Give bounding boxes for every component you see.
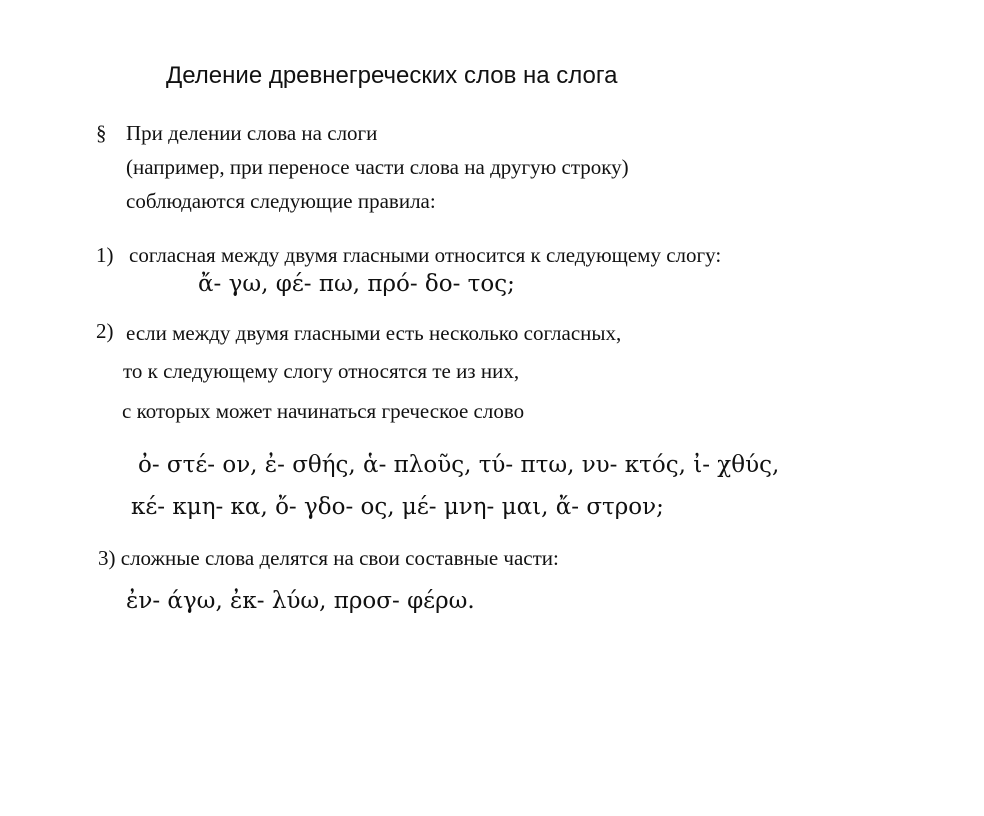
rule-2-examples-1: ὀ- στέ- ον, ἐ- σθής, ἁ- πλοῦς, τύ- πτω, νυ- κτός, ἰ- χθύς,: [138, 452, 780, 478]
page-title: Деление древнегреческих слов на слога: [166, 62, 618, 89]
rule-1-text: согласная между двумя гласными относится к следующему слогу:: [129, 243, 722, 267]
intro-line-3: соблюдаются следующие правила:: [126, 189, 436, 213]
rule-2-examples-2: κέ- κμη- κα, ὄ- γδο- ος, μέ- μνη- μαι, ἄ- στρον;: [131, 494, 664, 520]
rule-2-line-1: если между двумя гласными есть несколько согласных,: [126, 321, 622, 345]
rule-3-examples: ἐν- άγω, ἐκ- λύω, προσ- φέρω.: [126, 588, 475, 614]
rule-2-line-2: то к следующему слогу относятся те из них,: [123, 359, 520, 383]
rule-2-line-3: с которых может начинаться греческое слово: [122, 399, 525, 423]
intro-line-1: При делении слова на слоги: [126, 121, 378, 145]
section-sign: §: [96, 121, 107, 145]
rule-1-examples: ἄ- γω, φέ- πω, πρό- δο- τος;: [198, 271, 515, 297]
rule-2-number: 2): [96, 319, 114, 343]
rule-1-number: 1): [96, 243, 114, 267]
intro-line-2: (например, при переносе части слова на другую строку): [126, 155, 629, 179]
rule-3-text: 3) сложные слова делятся на свои составные части:: [98, 546, 559, 570]
